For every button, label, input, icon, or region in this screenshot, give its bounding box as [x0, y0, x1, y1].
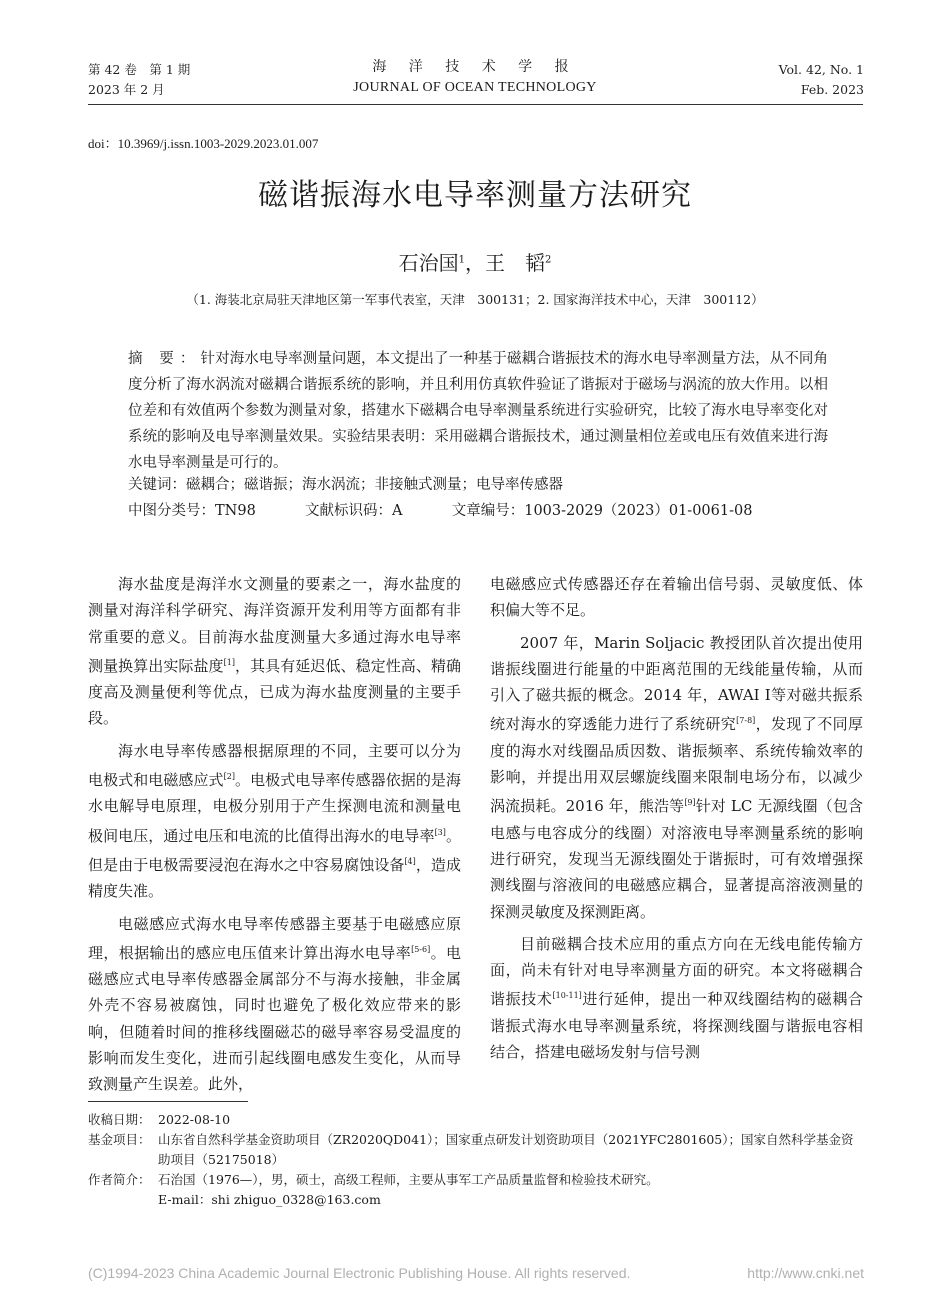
author-separator: ， [465, 251, 485, 275]
paragraph-text: 2007 年，Marin Soljacic 教授团队首次提出使用谐振线圈进行能量的中距离范围的无线能量传输，从而引入了磁共振的概念。2014 年，AWAI I等对磁共振系统对海水的穿透能力进行了系统研究 [490, 633, 863, 734]
classification-line [128, 498, 752, 524]
author-affil-sup: 1 [458, 254, 465, 266]
citation: [9] [684, 798, 696, 808]
fund-info [88, 1130, 864, 1170]
keywords-text: 磁耦合；磁谐振；海水涡流；非接触式测量；电导率传感器 [186, 477, 563, 493]
keywords [128, 472, 563, 498]
date-en: Feb. 2023 [800, 82, 864, 97]
cnki-url[interactable]: http://www.cnki.net [747, 1265, 864, 1281]
citation: [1] [223, 657, 235, 667]
abstract-label: 摘 要： [128, 351, 201, 367]
paragraph-text: 电磁感应式海水电导率传感器主要基于电磁感应原理，根据输出的感应电压值来计算出海水电导率 [88, 914, 461, 962]
citation: [2] [223, 772, 235, 782]
paragraph-text: 目前磁耦合技术应用的重点方向在无线电能传输方面，尚未有针对电导率测量方面的研究。本文将磁耦合谐振技术 [490, 934, 863, 1009]
email-row [88, 1190, 864, 1210]
volume-issue-cn: 第 42 卷 第 1 期 [88, 62, 191, 77]
author-name: 王 韬 [485, 251, 545, 275]
paragraph-text: 针对 LC 无源线圈（包含电感与电容成分的线圈）对溶液电导率测量系统的影响进行研究，发现当无源线圈处于谐振时，可有效增强探测线圈与溶液间的电磁感应耦合，显著提高溶液测量的探测灵敏度及探测距离。 [490, 797, 863, 921]
author-affil-sup: 2 [545, 254, 552, 266]
paragraph-text: 电磁感应式传感器还存在着输出信号弱、灵敏度低、体积偏大等不足。 [490, 575, 863, 620]
abstract [128, 346, 828, 476]
author-bio [88, 1170, 864, 1190]
citation: [10-11] [552, 991, 582, 1001]
paragraph-text: ，其具有延迟低、稳定性高、精确度高及测量便利等优点，已成为海水盐度测量的主要手段。 [88, 656, 461, 728]
header-rule [88, 104, 863, 105]
citation: [5-6] [411, 944, 431, 954]
author-bio-value: 石治国（1976—），男，硕士，高级工程师，主要从事军工产品质量监督和检验技术研究。 [158, 1172, 659, 1187]
footnote-rule [88, 1101, 248, 1102]
journal-name-cn: 海 洋 技 术 学 报 [372, 59, 578, 75]
keywords-label: 关键词： [128, 477, 186, 493]
received-date [88, 1110, 864, 1130]
paragraph [88, 738, 461, 905]
citation: [7-8] [736, 716, 756, 726]
clc-value: TN98 [215, 503, 256, 519]
paragraph-text: 。电极式电导率传感器依据的是海水电解导电原理，电极分别用于产生探测电流和测量电极间电压，通过电压和电流的比值得出海水的电导率 [88, 771, 461, 845]
doc-code-value: A [392, 503, 403, 519]
author-bio-label: 作者简介： [88, 1172, 151, 1187]
paragraph [490, 630, 863, 925]
paragraph-text: 。但是由于电极需要浸泡在海水之中容易腐蚀设备 [88, 826, 461, 874]
paragraph [490, 931, 863, 1065]
author-list [0, 247, 950, 276]
paragraph-text: 。电磁感应式电导率传感器金属部分不与海水接触，非金属外壳不容易被腐蚀，同时也避免了极化效应带来的影响，但随着时间的推移线圈磁芯的磁导率容易受温度的影响而发生变化，进而引起线圈电感发生变化，从而导致测量产生误差。此外， [88, 943, 461, 1094]
date-cn: 2023 年 2 月 [88, 82, 165, 97]
paragraph-text: ，造成精度失准。 [88, 855, 461, 901]
paper-title: 磁谐振海水电导率测量方法研究 [258, 178, 692, 213]
copyright-text: (C)1994-2023 China Academic Journal Electronic Publishing House. All rights reserved. [88, 1265, 631, 1281]
paragraph [490, 571, 863, 624]
body-right-column [490, 571, 863, 1071]
header-right [779, 60, 864, 100]
paragraph-text: 海水电导率传感器根据原理的不同，主要可以分为电极式和电磁感应式 [88, 741, 461, 790]
author-name: 石治国 [398, 251, 459, 275]
paragraph [88, 571, 461, 732]
article-no-value: 1003-2029（2023）01-0061-08 [524, 503, 753, 519]
affiliation: （1. 海装北京局驻天津地区第一军事代表室，天津 300131；2. 国家海洋技术中心，天津 300112） [186, 292, 764, 307]
received-label: 收稿日期： [88, 1112, 151, 1127]
paragraph-text: 进行延伸，提出一种双线圈结构的磁耦合谐振式海水电导率测量系统，将探测线圈与谐振电容相结合，搭建电磁场发射与信号测 [490, 990, 863, 1062]
footnotes [88, 1110, 864, 1210]
body-left-column [88, 571, 461, 1104]
clc-label: 中图分类号： [128, 503, 215, 519]
citation: [4] [404, 856, 416, 866]
fund-label: 基金项目： [88, 1132, 151, 1147]
email-value[interactable]: E-mail：shi zhiguo_0328@163.com [158, 1192, 381, 1207]
paragraph [88, 911, 461, 1098]
citation: [3] [434, 827, 446, 837]
paragraph-text: 海水盐度是海洋水文测量的要素之一，海水盐度的测量对海洋科学研究、海洋资源开发利用等方面都有非常重要的意义。目前海水盐度测量大多通过海水电导率测量换算出实际盐度 [88, 575, 461, 675]
article-no-label: 文章编号： [451, 503, 525, 519]
abstract-text: 针对海水电导率测量问题，本文提出了一种基于磁耦合谐振技术的海水电导率测量方法，从不同角度分析了海水涡流对磁耦合谐振系统的影响，并且利用仿真软件验证了谐振对于磁场与涡流的放大作用。以相位差和有效值两个参数为测量对象，搭建水下磁耦合电导率测量系统进行实验研究，比较了海水电导率变化对系统的影响及电导率测量效果。实验结果表明：采用磁耦合谐振技术，通过测量相位差或电压有效值来进行海水电导率测量是可行的。 [128, 351, 829, 471]
doi: doi：10.3969/j.issn.1003-2029.2023.01.007 [88, 136, 319, 151]
paragraph-text: ，发现了不同厚度的海水对线圈品质因数、谐振频率、系统传输效率的影响，并提出用双层螺旋线圈来限制电场分布，以减少涡流损耗。2016 年，熊浩等 [490, 715, 863, 816]
volume-issue-en: Vol. 42, No. 1 [778, 62, 864, 77]
doc-code-label: 文献标识码： [305, 503, 393, 519]
fund-value: 山东省自然科学基金资助项目（ZR2020QD041）；国家重点研发计划资助项目（2021YFC2801605）；国家自然科学基金资助项目（52175018） [158, 1132, 854, 1167]
received-value: 2022-08-10 [158, 1112, 231, 1127]
journal-name-en: JOURNAL OF OCEAN TECHNOLOGY [353, 80, 597, 95]
copyright-watermark [88, 1265, 864, 1281]
